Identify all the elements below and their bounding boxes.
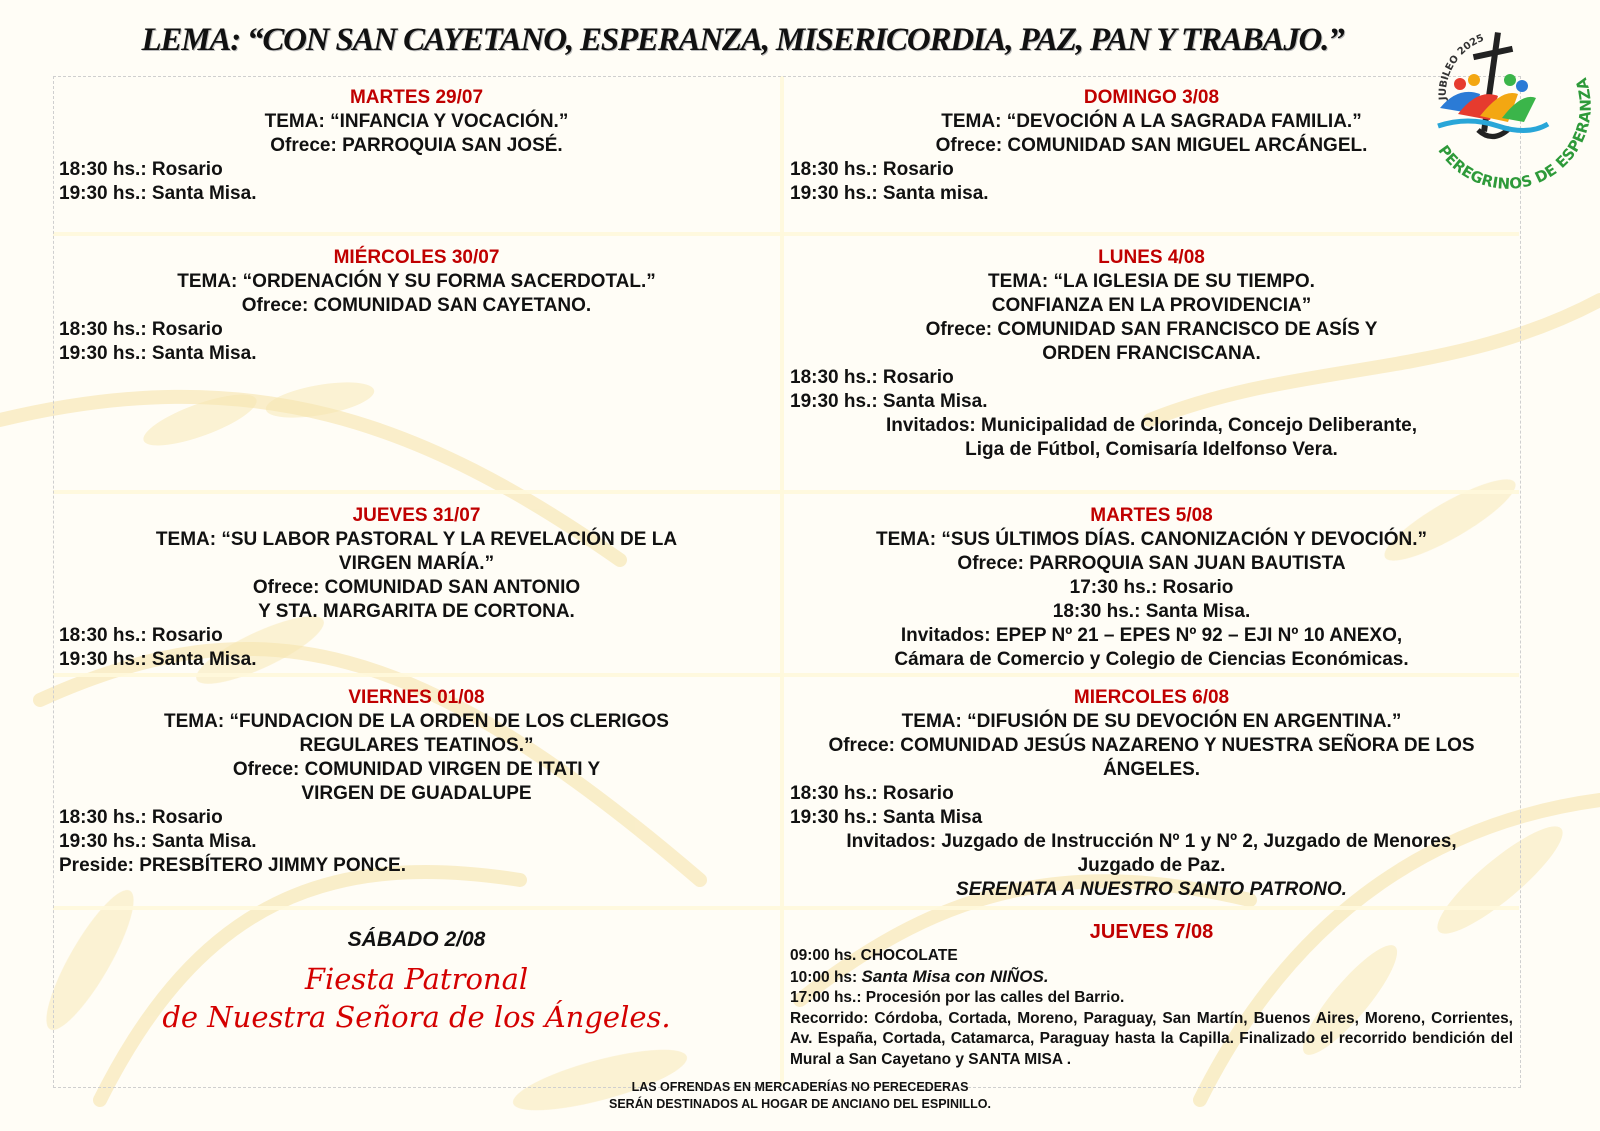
procesion-time: 17:00 hs.: Procesión por las calles del Barrio.	[790, 989, 1125, 1006]
chocolate-time: 09:00 hs. CHOCOLATE	[790, 947, 958, 964]
tema-text: TEMA: “LA IGLESIA DE SU TIEMPO.	[988, 271, 1315, 292]
page-title: LEMA: “CON SAN CAYETANO, ESPERANZA, MISERICORDIA, PAZ, PAN Y TRABAJO.”	[141, 22, 1344, 58]
tema-text: TEMA: “SUS ÚLTIMOS DÍAS. CANONIZACIÓN Y DEVOCIÓN.”	[875, 529, 1428, 550]
ofrece-text: Ofrece: COMUNIDAD SAN FRANCISCO DE ASÍS Y	[925, 319, 1378, 340]
rosario-time: 18:30 hs.: Rosario	[790, 367, 954, 388]
schedule-grid	[53, 76, 1521, 1088]
misa-time: 19:30 hs.: Santa Misa.	[790, 391, 988, 412]
tema-text: TEMA: “DEVOCIÓN A LA SAGRADA FAMILIA.”	[941, 111, 1362, 132]
rosario-time: 18:30 hs.: Rosario	[59, 319, 223, 340]
invitados-text: Invitados: Municipalidad de Clorinda, Concejo Deliberante,	[885, 415, 1418, 436]
ofrece-text: VIRGEN DE GUADALUPE	[301, 783, 532, 804]
ofrece-text: Ofrece: COMUNIDAD SAN MIGUEL ARCÁNGEL.	[935, 135, 1368, 156]
day-heading: VIERNES 01/08	[348, 687, 485, 708]
ofrece-text: Y STA. MARGARITA DE CORTONA.	[258, 601, 575, 622]
footer-line: SERÁN DESTINADOS AL HOGAR DE ANCIANO DEL ESPINILLO.	[609, 1097, 991, 1111]
misa-ninos-text: Santa Misa con NIÑOS.	[861, 966, 1049, 986]
invitados-text: Cámara de Comercio y Colegio de Ciencias Económicas.	[894, 649, 1409, 670]
tema-text: CONFIANZA EN LA PROVIDENCIA”	[991, 295, 1312, 316]
rosario-time: 18:30 hs.: Rosario	[59, 159, 223, 180]
tema-text: TEMA: “SU LABOR PASTORAL Y LA REVELACIÓN DE LA	[155, 529, 678, 550]
misa-time: 19:30 hs.: Santa Misa.	[59, 183, 257, 204]
misa-time: 18:30 hs.: Santa Misa.	[1052, 601, 1251, 622]
misa-time: 19:30 hs.: Santa Misa.	[59, 343, 257, 364]
fiesta-subtitle: de Nuestra Señora de los Ángeles.	[162, 1000, 671, 1034]
tema-text: TEMA: “ORDENACIÓN Y SU FORMA SACERDOTAL.”	[177, 271, 656, 292]
ofrece-text: Ofrece: PARROQUIA SAN JUAN BAUTISTA	[957, 553, 1346, 574]
ofrece-text: ORDEN FRANCISCANA.	[1042, 343, 1261, 364]
ofrece-text: ÁNGELES.	[1102, 759, 1201, 780]
ofrece-text: Ofrece: COMUNIDAD VIRGEN DE ITATI Y	[232, 759, 601, 780]
rosario-time: 18:30 hs.: Rosario	[790, 783, 954, 804]
svg-text:JUBILEO 2025	[1438, 33, 1486, 102]
jubileo-logo	[1418, 22, 1596, 190]
day-heading: MARTES 5/08	[1090, 505, 1213, 526]
logo-bottom-text: PEREGRINOS DE ESPERANZA	[1434, 75, 1595, 190]
recorrido-text: Recorrido: Córdoba, Cortada, Moreno, Paraguay, San Martín, Buenos Aires, Moreno, Corrientes, Av. España, Cortada, Catamarca, Paraguay hasta la Capilla. Finalizado el recorrido bendición del Mural a San Cayetano y SANTA MISA .	[790, 1009, 1513, 1068]
footer-note	[0, 1079, 1600, 1113]
day-heading: MARTES 29/07	[349, 87, 484, 108]
day-heading: JUEVES 31/07	[352, 505, 481, 526]
fiesta-title: Fiesta Patronal	[304, 962, 529, 996]
ofrece-text: Ofrece: COMUNIDAD SAN CAYETANO.	[241, 295, 592, 316]
day-heading: DOMINGO 3/08	[1083, 87, 1220, 108]
misa-time: 19:30 hs.: Santa Misa.	[59, 649, 257, 670]
invitados-text: Juzgado de Paz.	[1077, 855, 1226, 876]
misa-time: 10:00 hs:	[790, 968, 862, 986]
tema-text: TEMA: “DIFUSIÓN DE SU DEVOCIÓN EN ARGENTINA.”	[901, 711, 1402, 732]
rosario-time: 18:30 hs.: Rosario	[59, 807, 223, 828]
tema-text: VIRGEN MARÍA.”	[338, 553, 495, 574]
rosario-time: 18:30 hs.: Rosario	[790, 159, 954, 180]
misa-time: 19:30 hs.: Santa Misa	[790, 807, 983, 828]
footer-line: LAS OFRENDAS EN MERCADERÍAS NO PERECEDERAS	[631, 1080, 969, 1094]
invitados-text: Invitados: Juzgado de Instrucción Nº 1 y Nº 2, Juzgado de Menores,	[846, 831, 1457, 852]
tema-text: TEMA: “INFANCIA Y VOCACIÓN.”	[264, 111, 569, 132]
invitados-text: Liga de Fútbol, Comisaría Idelfonso Vera.	[965, 439, 1338, 460]
svg-text:PEREGRINOS DE ESPERANZA	[1435, 76, 1595, 190]
day-heading: MIÉRCOLES 30/07	[333, 247, 500, 268]
invitados-text: Invitados: EPEP Nº 21 – EPES Nº 92 – EJI Nº 10 ANEXO,	[900, 625, 1403, 646]
tema-text: TEMA: “FUNDACION DE LA ORDEN DE LOS CLERIGOS	[164, 711, 669, 732]
day-heading: SÁBADO 2/08	[347, 928, 486, 951]
misa-time: 19:30 hs.: Santa Misa.	[59, 831, 257, 852]
ofrece-text: Ofrece: COMUNIDAD SAN ANTONIO	[252, 577, 581, 598]
day-heading: MIERCOLES 6/08	[1073, 687, 1230, 708]
ofrece-text: Ofrece: PARROQUIA SAN JOSÉ.	[270, 135, 563, 156]
serenata-text: SERENATA A NUESTRO SANTO PATRONO.	[956, 879, 1347, 900]
preside-text: Preside: PRESBÍTERO JIMMY PONCE.	[59, 855, 407, 876]
rosario-time: 18:30 hs.: Rosario	[59, 625, 223, 646]
day-heading: JUEVES 7/08	[1089, 921, 1214, 943]
misa-time: 19:30 hs.: Santa misa.	[790, 183, 989, 204]
logo-top-text: JUBILEO 2025	[1437, 32, 1486, 101]
ofrece-text: Ofrece: COMUNIDAD JESÚS NAZARENO Y NUESTRA SEÑORA DE LOS	[828, 735, 1475, 756]
rosario-time: 17:30 hs.: Rosario	[1069, 577, 1234, 598]
tema-text: REGULARES TEATINOS.”	[299, 735, 534, 756]
day-heading: LUNES 4/08	[1098, 247, 1205, 268]
